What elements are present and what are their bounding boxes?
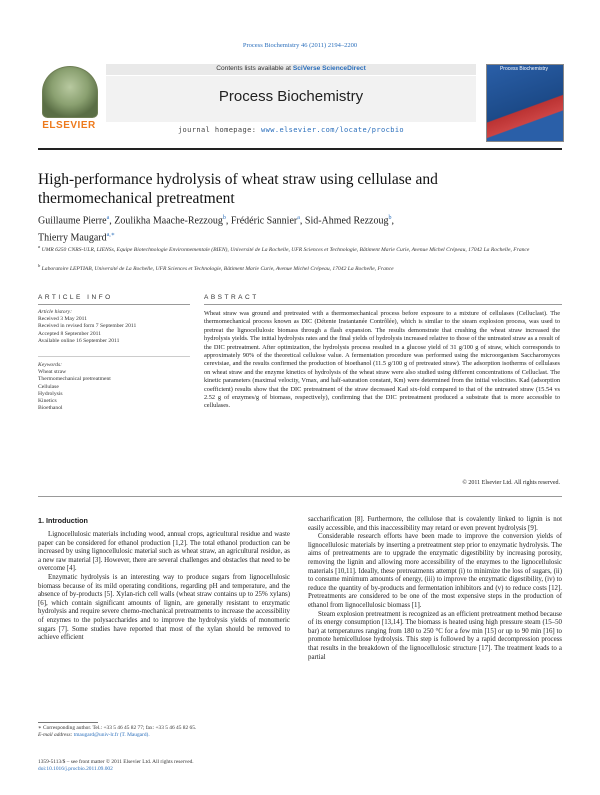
- homepage-link[interactable]: www.elsevier.com/locate/procbio: [261, 126, 405, 134]
- authors-line-1: Guillaume Pierre$^a$, Zoulikha Maache-Rezzoug$^b$, Frédéric Sannier$^a$, Sid-Ahmed Rezzoug$^b$,: [38, 215, 394, 227]
- affil-marker[interactable]: a,∗: [106, 232, 115, 239]
- keyword-item: Cellulase: [38, 383, 59, 390]
- journal-cover-image: [486, 64, 564, 142]
- affiliation-b: [38, 262, 562, 273]
- doi-link[interactable]: doi:10.1016/j.procbio.2011.09.002: [38, 766, 113, 772]
- author-name: Guillaume Pierre: [38, 215, 107, 227]
- history-item: Accepted 8 September 2011: [38, 330, 102, 337]
- info-rule: [38, 304, 190, 305]
- affiliation-text: UMR 6250 CNRS-ULR, LIENSs, Equipe Biotechnologie Environnementale (BIEN), Université de La Rochelle, UFR Sciences et Technologie, Bâtiment Marie Curie, Avenue Michel Crépeau, 17042 La Rochelle, France: [41, 246, 530, 253]
- corresponding-author: ∗ Corresponding author. Tel.: +33 5 46 45 82 77; fax: +33 5 46 45 82 65.: [38, 725, 197, 731]
- affil-letter: b: [38, 263, 41, 268]
- history-item: Received 3 May 2011: [38, 316, 88, 323]
- history-label: Article history:: [38, 309, 73, 315]
- abstract-bottom-rule: [38, 496, 562, 497]
- affiliation-a: [38, 243, 562, 254]
- keyword-item: Wheat straw: [38, 369, 67, 376]
- keywords-label: Keywords:: [38, 362, 63, 368]
- left-column: [38, 531, 290, 643]
- keyword-item: Hydrolysis: [38, 390, 63, 397]
- article-title: [38, 170, 562, 208]
- homepage-prefix: journal homepage:: [177, 126, 261, 134]
- paragraph: Lignocellulosic materials including wood, annual crops, agricultural residue and waste paper can be considered for ethanol production [1,2]. The total ethanol production can be increased by using lignocellulosic material such as wheat straw, an agricultural residue, as a new raw material [3]. However, there are several challenges and obstacles that need to be overcome [4].: [38, 531, 290, 573]
- email-line: [38, 732, 288, 739]
- abstract-rule: [204, 304, 562, 305]
- keyword-item: Kinetics: [38, 398, 57, 405]
- paragraph: saccharification [8]. Furthermore, the cellulose that is covalently linked to lignin is not easily accessible, and this inaccessibility may retard or even prevent hydrolysis [9].: [308, 516, 562, 532]
- paragraph: Steam explosion pretreatment is recognized as an efficient pretreatment method because of its energy consumption [13,14]. The biomass is heated using high pressure steam (15–50 bar) at temperatures ranging from 180 to 250 °C for a few min [15] or up to 90 min [16] to promote hemicellulose hydrolysis. This step is followed by a rapid decompression process that results in the breakdown of the lignocellulosic structure [17]. The treatment leads to a partial: [308, 610, 562, 661]
- affil-marker[interactable]: a: [106, 215, 110, 221]
- affil-marker[interactable]: a: [297, 215, 300, 221]
- keyword-item: Bioethanol: [38, 405, 63, 412]
- history-item: Received in revised form 7 September 2011: [38, 323, 137, 330]
- author-name: , Zoulikha Maache-Rezzoug: [109, 215, 223, 227]
- journal-reference[interactable]: Process Biochemistry 46 (2011) 2194–2200: [242, 42, 358, 49]
- author-name: , Sid-Ahmed Rezzoug: [299, 215, 389, 227]
- email-link[interactable]: tmaugard@univ-lr.fr (T. Maugard).: [73, 732, 150, 738]
- title-line-1: High-performance hydrolysis of wheat straw using cellulase and: [38, 171, 438, 188]
- footnote: [38, 725, 288, 739]
- journal-title: Process Biochemistry: [218, 88, 364, 105]
- author-list: [38, 211, 562, 246]
- author-name: Thierry Maugard: [38, 232, 107, 244]
- journal-homepage: [106, 126, 476, 134]
- abstract-heading: ABSTRACT: [204, 294, 259, 301]
- issn-line: 1359-5113/$ – see front matter © 2011 Elsevier Ltd. All rights reserved.: [38, 759, 194, 765]
- article-history: [38, 309, 190, 345]
- copyright: © 2011 Elsevier Ltd. All rights reserved.: [462, 480, 560, 486]
- affil-marker[interactable]: b: [222, 215, 226, 221]
- contents-line: [106, 65, 476, 72]
- bottom-info: [38, 759, 288, 773]
- paragraph: Enzymatic hydrolysis is an interesting way to produce sugars from lignocellulosic biomass because of its mild operating conditions, regarding pH and temperature, and the absence of by-products [5]. Xylan-rich cell walls (wheat straw contains up to 25% xylans) [6], which contain significant amounts of lignin, are generally resistant to enzymatic hydrolysis and require severe chemo-mechanical pretreatments to increase the accessibility of enzymes to the polysaccharides and to improve the hydrolysis yields of monomeric sugars [7]. Some studies have reported that most of the xylan should be removed to achieve efficient: [38, 573, 290, 642]
- author-name: , Frédéric Sannier: [225, 215, 298, 227]
- publisher-name: ELSEVIER: [42, 120, 96, 131]
- affil-marker[interactable]: b: [388, 215, 392, 221]
- title-line-2: thermomechanical pretreatment: [38, 190, 235, 207]
- keywords: [38, 362, 190, 412]
- article-info-heading: ARTICLE INFO: [38, 294, 113, 301]
- footnote-rule: [38, 722, 98, 723]
- affiliation-text: Laboratoire LEPTIAB, Université de La Rochelle, UFR Sciences et Technologie, Bâtiment Marie Curie, Avenue Michel Crépeau, 17042 La Rochelle, France: [41, 265, 394, 272]
- elsevier-tree-icon: [42, 66, 98, 118]
- elsevier-logo: [38, 64, 100, 136]
- sciencedirect-link[interactable]: SciVerse ScienceDirect: [292, 65, 366, 72]
- paragraph: Considerable research efforts have been made to improve the conversion yields of lignocellulosic materials by inserting a pretreatment step prior to enzymatic hydrolysis. The aims of pretreatments are to upgrade the enzymatic digestibility by increasing porosity, removing the lignin and allowing more accessibility of the enzymes to the lignocellulosic materials [10,11]. Ideally, these pretreatments attempt (i) to minimize the loss of sugars, (ii) to consume minimum amounts of energy, (iii) to improve the enzymatic digestibility, (iv) to reduce the quantity of by-products and fermentation inhibitors and (v) to reduce costs [12]. Pretreatments are considered to be one of the most expensive steps in the production of ethanol from lignocellulosic biomass [1].: [308, 533, 562, 609]
- affil-letter: a: [38, 244, 41, 249]
- history-item: Available online 16 September 2011: [38, 337, 120, 344]
- abstract-text: Wheat straw was ground and pretreated with a thermomechanical process before exposure to a mixture of cellulases (Celluclast). The thermomechanical process known as DIC (Détente Instantanée Contrôlée), which is similar to the steam explosion process, was used to pretreat the lignocellulosic biomass through a flash expansion. The results demonstrate that crushing the wheat straw increased the hydrolysis yields. The initial hydrolysis rates and the final yields of hydrolysis increased relative to those of the untreated straw as a result of the DIC pretreatment. After optimization, the hydrolysis process resulted in a glucose yield of 31 g/100 g of straw, which corresponds to approximately 90% of the theoretical cellulose value. A fermentation procedure was performed using the microorganism Saccharomyces cerevisiae, and the results confirmed the production of bioethanol (11.5 g/100 g of pretreated straw). The adsorption isotherms of cellulases on wheat straw and the enzyme kinetics of hydrolysis of the wheat straw were also studied using different concentrations of Celluclast. The kinetic parameters (maximal velocity, Vmax, and half-saturation constant, Km) were determined from the initial velocities. Kad (adsorption coefficient) results show that the DIC pretreatment of the straw decreased Kad six-fold compared to that of the untreated straw (15.54 vs 2.52 g of enzymes/g of biomass, respectively), confirming that the DIC pretreatment produced a substrate that is more accessible to cellulases.: [204, 310, 560, 410]
- info-rule-2: [38, 356, 190, 357]
- cover-title: Process Biochemistry: [499, 66, 549, 72]
- keyword-item: Thermomechanical pretreatment: [38, 376, 111, 383]
- right-column: [308, 516, 562, 662]
- email-label: E-mail address:: [38, 732, 74, 738]
- section-heading: 1. Introduction: [38, 516, 88, 525]
- contents-prefix: Contents lists available at: [216, 65, 293, 72]
- header-rule: [38, 148, 562, 150]
